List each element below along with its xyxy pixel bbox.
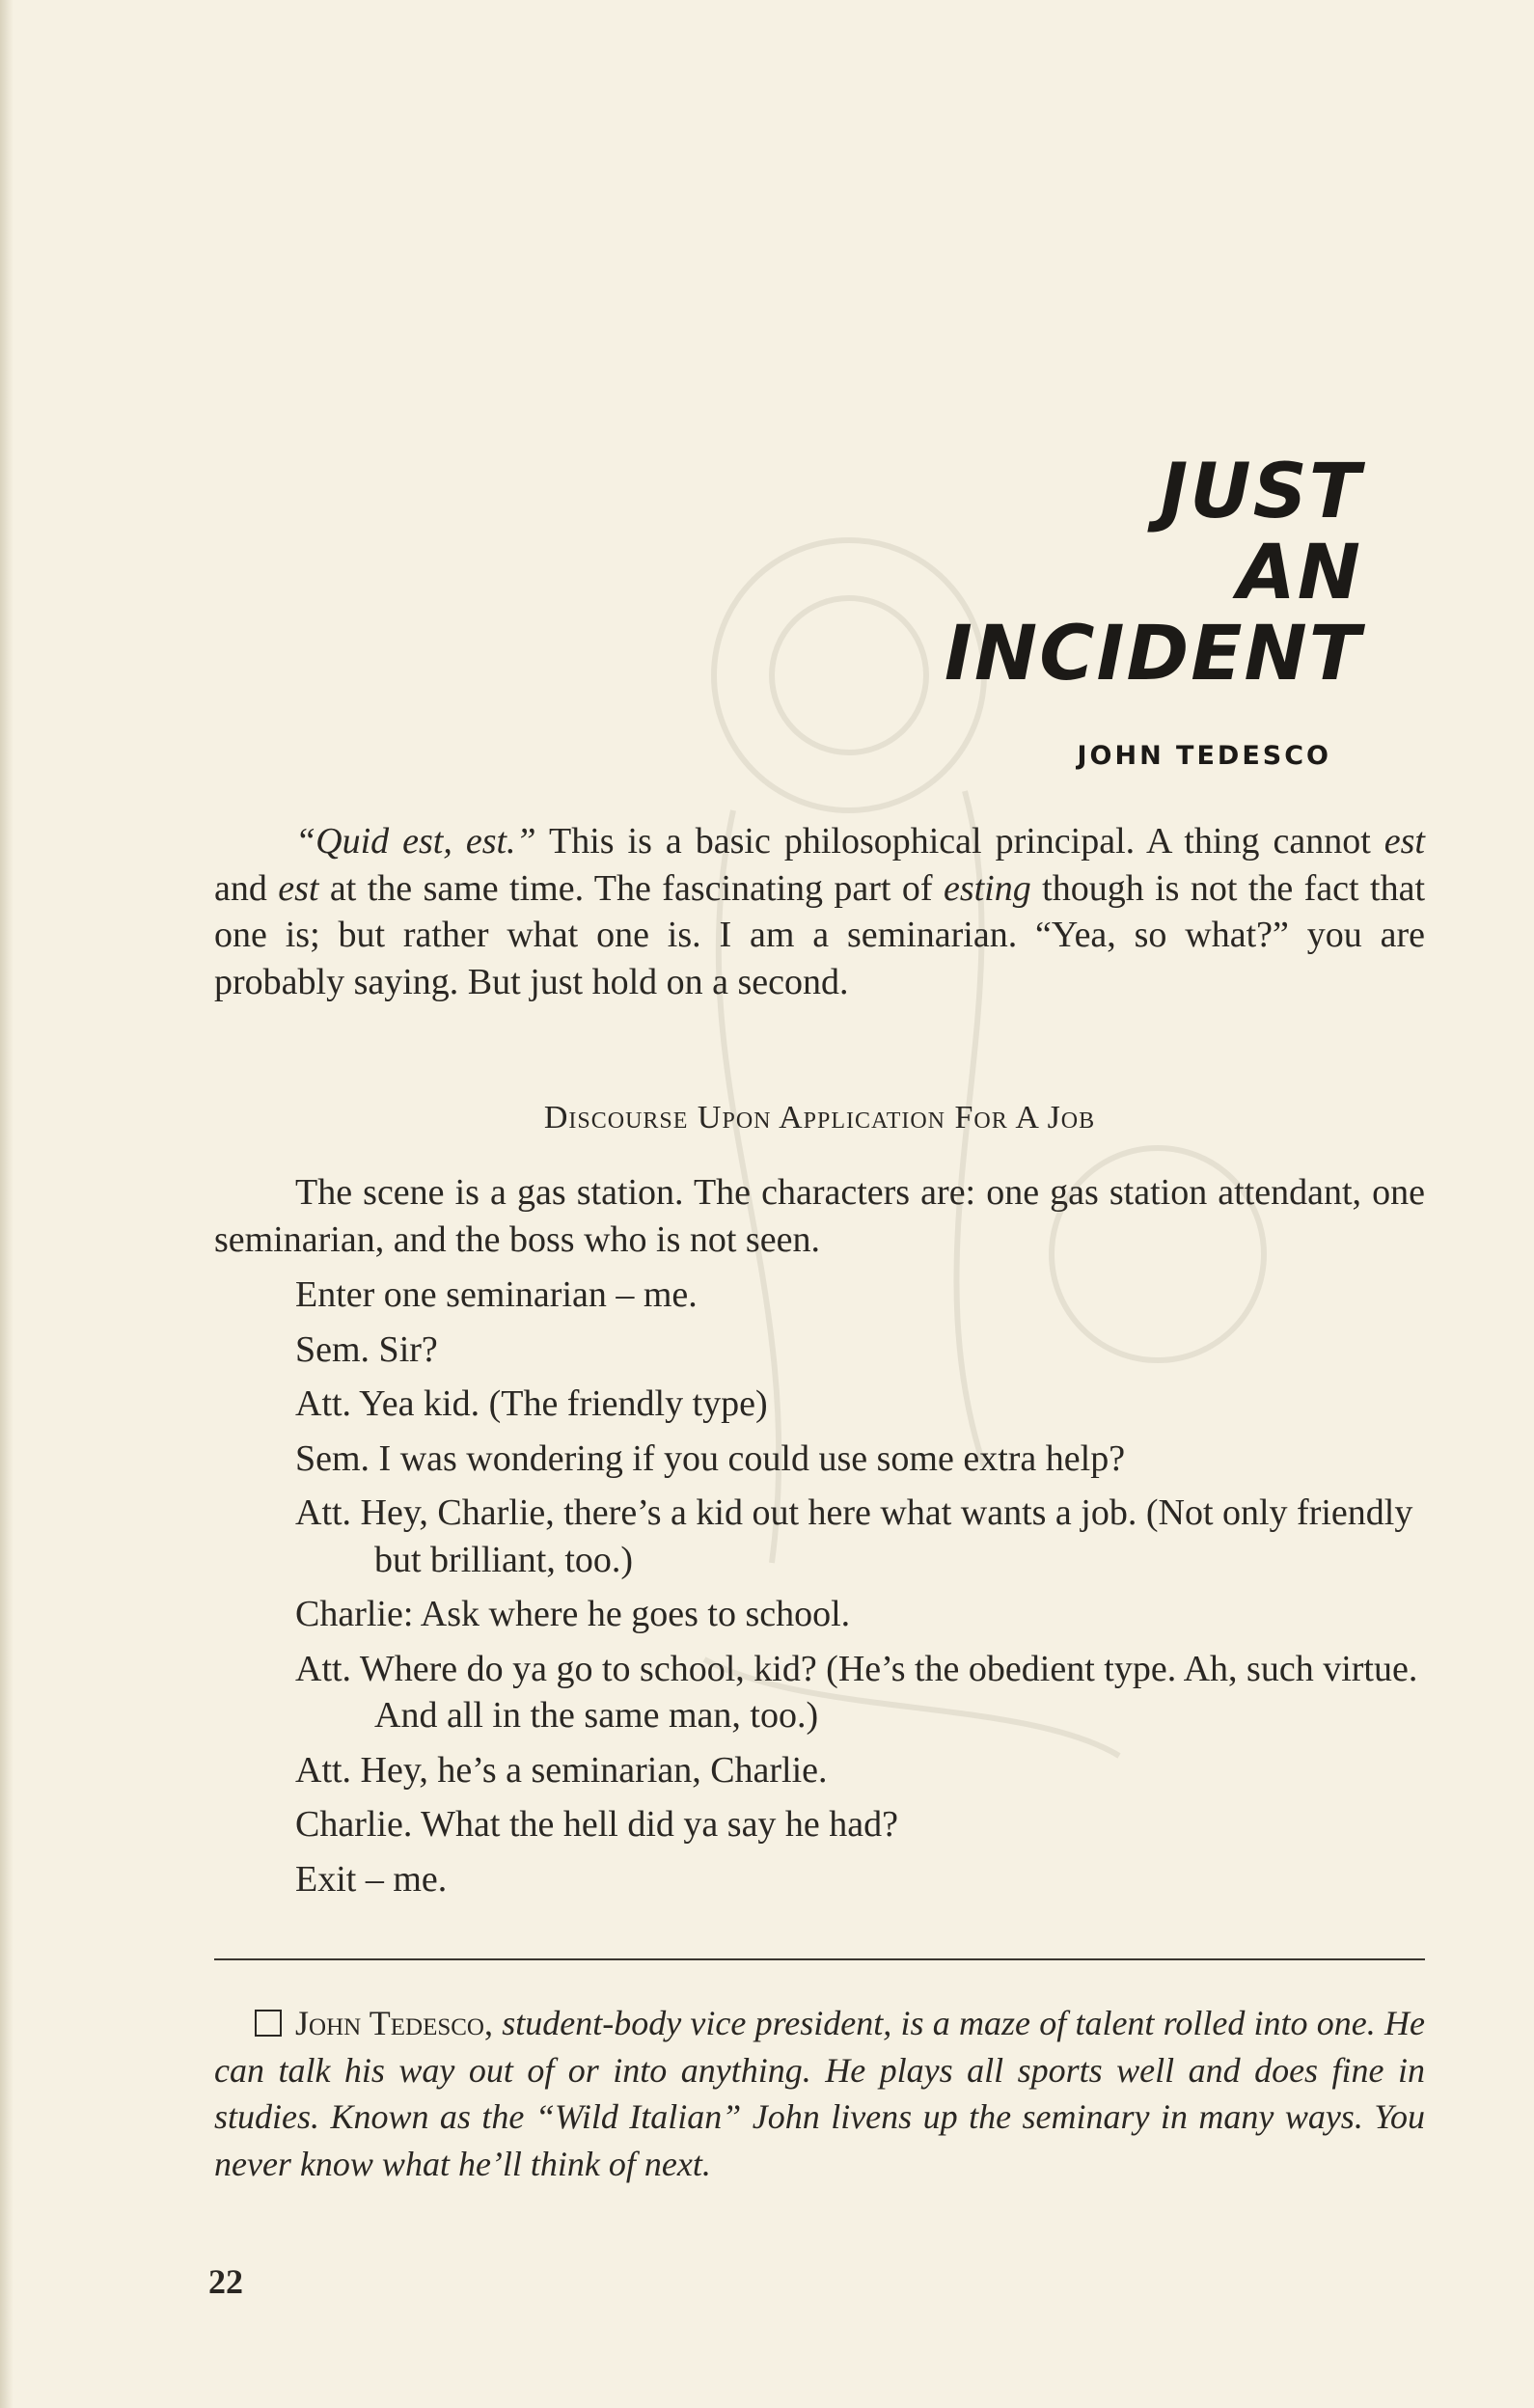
title-line-1: JUST xyxy=(1160,449,1362,535)
dialogue-line: Exit – me. xyxy=(295,1858,448,1900)
dialogue-line: Att. Hey, he’s a seminarian, Charlie. xyxy=(295,1749,828,1791)
intro-esting: esting xyxy=(943,867,1031,909)
dialogue-line: Sem. Sir? xyxy=(295,1328,438,1370)
bio-box-icon xyxy=(255,2010,282,2037)
author-byline: JOHN TEDESCO xyxy=(1077,741,1331,771)
article-title xyxy=(944,449,1362,698)
scene-intro xyxy=(214,1169,1425,1263)
dialogue-line: Charlie. What the hell did ya say he had? xyxy=(295,1804,899,1845)
dialogue xyxy=(214,1272,1425,1910)
section-heading: Discourse Upon Application For A Job xyxy=(543,1100,1096,1136)
intro-est-1: est xyxy=(1383,821,1425,862)
footnote-divider xyxy=(214,1958,1425,1960)
bio-name: John Tedesco, xyxy=(295,2004,493,2042)
dialogue-line: Att. Yea kid. (The friendly type) xyxy=(295,1383,768,1424)
intro-text-3: at the same time. The fascinating part of xyxy=(318,867,944,909)
intro-paragraph xyxy=(214,818,1425,1005)
dialogue-line: Att. Where do ya go to school, kid? (He’s the obedient type. Ah, such virtue. And all in the same man, too.) xyxy=(295,1648,1418,1736)
title-line-3: INCIDENT xyxy=(944,611,1362,698)
dialogue-line: Sem. I was wondering if you could use some extra help? xyxy=(295,1437,1126,1479)
scene-intro-text: The scene is a gas station. The characters are: one gas station attendant, one seminarian, and the boss who is not seen. xyxy=(214,1172,1425,1260)
intro-quote: “Quid est, est.” xyxy=(295,821,536,862)
intro-text-1: This is a basic philosophical principal. A thing cannot xyxy=(535,821,1384,862)
author-bio xyxy=(214,2000,1425,2187)
intro-text-4: though is not the fact that one is; but rather what one is. I am a seminarian. “Yea, so what?” you are probably saying. But just hold on a second. xyxy=(214,867,1425,1002)
page-spine-shadow xyxy=(0,0,14,2408)
intro-est-2: est xyxy=(278,867,319,909)
dialogue-line: Enter one seminarian – me. xyxy=(295,1274,698,1315)
page-number: 22 xyxy=(208,2262,243,2301)
dialogue-line: Att. Hey, Charlie, there’s a kid out here what wants a job. (Not only friendly but brilliant, too.) xyxy=(295,1492,1413,1580)
title-line-2: AN xyxy=(1237,530,1362,616)
bio-text: student-body vice president, is a maze of talent rolled into one. He can talk his way out of or into anything. He plays all sports well and does fine in studies. Known as the “Wild Italian” John livens up the seminary in many ways. You never know what he’ll think of next. xyxy=(214,2004,1425,2183)
intro-text-2: and xyxy=(214,867,279,909)
dialogue-line: Charlie: Ask where he goes to school. xyxy=(295,1594,851,1634)
